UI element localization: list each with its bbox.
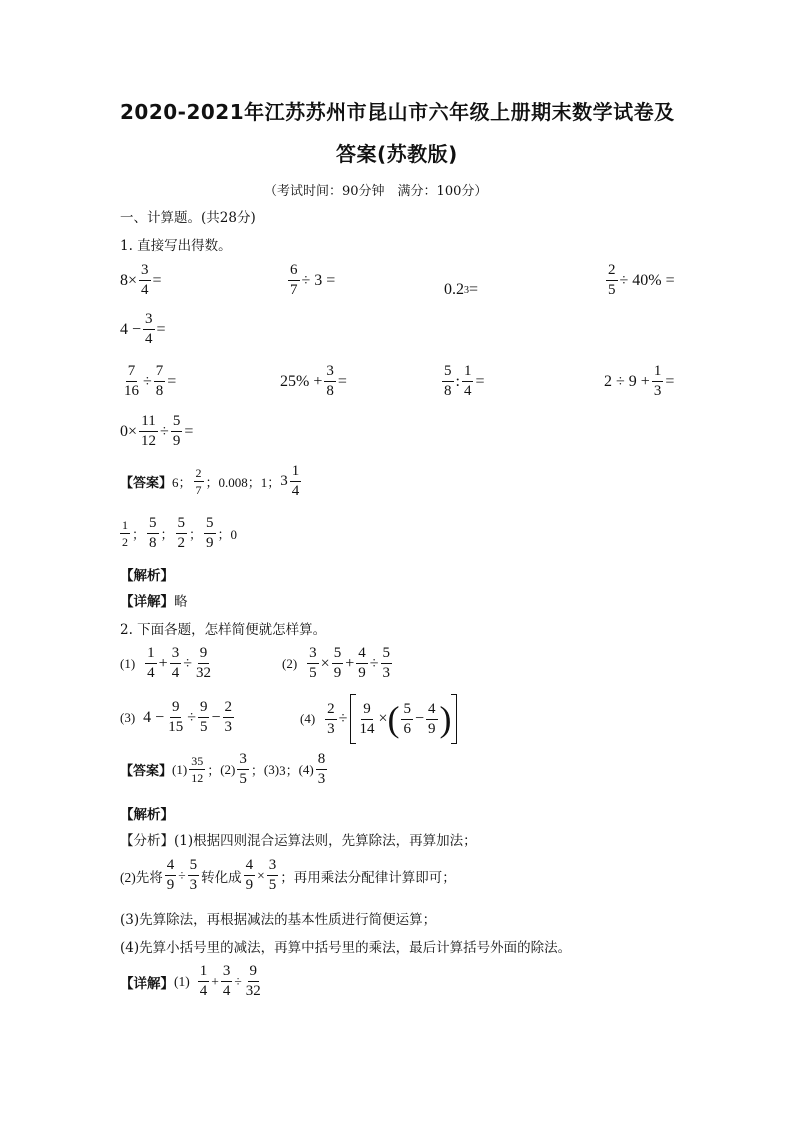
analysis-text: 转化成 bbox=[201, 869, 242, 885]
expr-7: 25% + $\frac{3}{8}$ = bbox=[280, 363, 347, 399]
analysis-line-4: (4)先算小括号里的减法，再算中括号里的乘法，最后计算括号外面的除法。 bbox=[120, 940, 572, 956]
q2-item-4: (4) $\frac{2}{3}$ ÷ $\frac{9}{14}$ × ( $\frac{5}{6}$ − $\frac{4}{9}$ ) bbox=[300, 694, 460, 744]
answer-label: 【答案】 bbox=[120, 475, 173, 490]
detail-line-2: 【详解】 (1) $\frac{1}{4}$ + $\frac{3}{4}$ ÷ $\frac{9}{32}$ bbox=[120, 963, 261, 999]
analysis-text: ；再用乘法分配律计算即可； bbox=[280, 869, 456, 885]
q1-answer-row1: 【答案】 6； $\frac{2}{7}$ ；0.008；1； 3 $\frac{1}{4}$ bbox=[120, 463, 300, 499]
item-number: (2) bbox=[282, 655, 298, 671]
analysis-label-2: 【解析】 bbox=[120, 807, 174, 823]
expr-9: 2 ÷ 9 + $\frac{1}{3}$ = bbox=[604, 363, 675, 399]
item-number: (3) bbox=[263, 761, 280, 777]
answer-text: 6； bbox=[172, 475, 192, 490]
doc-title-line1: 2020-2021年江苏苏州市昆山市六年级上册期末数学试卷及 bbox=[120, 100, 675, 124]
doc-title-line2: 答案(苏教版) bbox=[336, 142, 458, 166]
question-1: 1. 直接写出得数。 bbox=[120, 238, 232, 254]
expr-8: $\frac{5}{8}$ : $\frac{1}{4}$ = bbox=[444, 363, 485, 399]
expr-5: 4 − $\frac{3}{4}$ = bbox=[120, 311, 166, 347]
q2-item-3: (3) 4 − $\frac{9}{15}$ ÷ $\frac{9}{5}$ − $\frac{2}{3}$ bbox=[120, 699, 233, 735]
expr-2: $\frac{6}{7}$ ÷ 3 = bbox=[290, 262, 336, 298]
item-number: (4) bbox=[298, 761, 314, 777]
expr-3: 0.2 3 = bbox=[444, 281, 479, 298]
expr-10: 0× $\frac{11}{12}$ ÷ $\frac{5}{9}$ = bbox=[120, 413, 194, 449]
item-number: (1) bbox=[174, 973, 190, 989]
item-number: (1) bbox=[172, 761, 188, 777]
q2-answer: 【答案】 (1) $\frac{35}{12}$ ； (2) $\frac{3}{5}$ ； (3) 3； (4) $\frac{8}{3}$ bbox=[120, 751, 326, 787]
question-2: 2. 下面各题，怎样简便就怎样算。 bbox=[120, 622, 327, 638]
analysis-line-1: 【分析】(1)根据四则混合运算法则，先算除法，再算加法； bbox=[120, 833, 477, 849]
analysis-line-2: (2)先将 $\frac{4}{9}$ ÷ $\frac{5}{3}$ 转化成 $\frac{4}{9}$ × $\frac{3}{5}$ ；再用乘法分配律计算即可； bbox=[120, 857, 456, 893]
exam-info: （考试时间：90分钟 满分：100分） bbox=[264, 184, 488, 199]
analysis-line-3: (3)先算除法，再根据减法的基本性质进行简便运算； bbox=[120, 912, 437, 928]
item-number: (1) bbox=[120, 655, 136, 671]
q2-item-1: (1) $\frac{1}{4}$ + $\frac{3}{4}$ ÷ $\frac{9}{32}$ bbox=[120, 645, 211, 681]
expr-6: $\frac{7}{16}$ ÷ $\frac{7}{8}$ = bbox=[124, 363, 177, 399]
analysis-text: (2)先将 bbox=[120, 869, 163, 885]
item-number: (3) bbox=[120, 709, 136, 725]
item-number: (2) bbox=[220, 761, 236, 777]
detail-line bbox=[120, 590, 188, 610]
analysis-label: 【解析】 bbox=[120, 568, 174, 584]
q1-answer-row2: $\frac{1}{2}$ ； $\frac{5}{8}$ ； $\frac{5}{2}$ ； $\frac{5}{9}$ ；0 bbox=[122, 515, 238, 551]
detail-label: 【详解】 bbox=[120, 594, 174, 610]
expr-4: $\frac{2}{5}$ ÷ 40% = bbox=[608, 262, 675, 298]
answer-label: 【答案】 bbox=[120, 763, 173, 778]
detail-label: 【详解】 bbox=[120, 975, 174, 991]
item-number: (4) bbox=[300, 711, 316, 726]
detail-text: 略 bbox=[174, 594, 188, 610]
section-heading: 一、计算题。(共28分) bbox=[120, 210, 256, 226]
answer-text: ；0.008；1； bbox=[205, 475, 281, 490]
expr-1: 8× $\frac{3}{4}$ = bbox=[120, 262, 162, 298]
q2-item-2: (2) $\frac{3}{5}$ × $\frac{5}{9}$ + $\frac{4}{9}$ ÷ $\frac{5}{3}$ bbox=[282, 645, 391, 681]
